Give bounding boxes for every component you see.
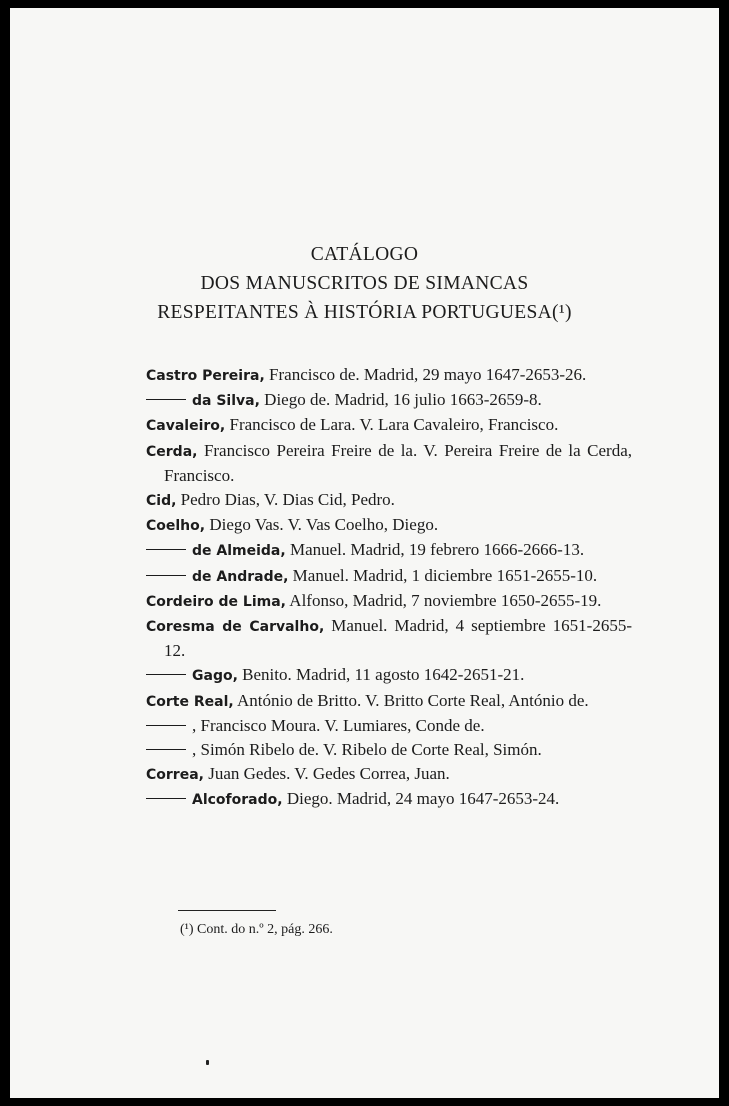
catalog-entry-list [146,363,632,813]
entry-text: , Francisco Moura. V. Lumiares, Conde de. [192,715,485,735]
catalog-entry [146,564,632,589]
ditto-dash [146,674,186,675]
entry-text: Diego. Madrid, 24 mayo 1647-2653-24. [282,789,560,809]
entry-text: Francisco Pereira Freire de la. V. Pereira Freire de la Cerda, Francisco. [164,440,632,485]
catalog-title [10,240,719,327]
entry-text: Benito. Madrid, 11 agosto 1642-2651-21. [237,665,525,685]
catalog-entry [146,513,632,538]
ink-speck [206,1060,209,1065]
entry-text: , Simón Ribelo de. V. Ribelo de Corte Real, Simón. [192,740,542,760]
catalog-entry [146,589,632,614]
entry-text: Francisco de Lara. V. Lara Cavaleiro, Francisco. [225,415,559,435]
entry-heading: Corte Real, [146,693,234,710]
catalog-entry [146,439,632,488]
entry-text: Diego de. Madrid, 16 julio 1663-2659-8. [259,390,542,410]
footnote-marker: (¹) [180,922,194,937]
catalog-entry [146,538,632,563]
entry-heading: da Silva, [192,393,260,410]
entry-text: Juan Gedes. V. Gedes Correa, Juan. [203,764,450,784]
entry-heading: Gago, [192,668,238,685]
document-page [10,8,719,1098]
catalog-entry [146,363,632,388]
catalog-entry [146,663,632,688]
entry-heading: Cavaleiro, [146,418,226,435]
ditto-dash [146,575,186,576]
title-line-2: DOS MANUSCRITOS DE SIMANCAS [200,273,529,294]
entry-heading: Castro Pereira, [146,368,265,384]
entry-text: António de Britto. V. Britto Corte Real, António de. [233,690,589,710]
footnote-rule [178,910,276,911]
ditto-dash [146,798,186,799]
title-line-3 [10,298,719,327]
title-line-1: CATÁLOGO [310,244,419,265]
title-note-marker: (¹) [552,302,572,323]
ditto-dash [146,725,186,726]
catalog-entry [146,488,632,513]
catalog-entry [146,762,632,787]
catalog-entry [146,738,632,762]
entry-text: Alfonso, Madrid, 7 noviembre 1650-2655-19. [285,590,602,610]
entry-text: Manuel. Madrid, 19 febrero 1666-2666-13. [285,540,585,560]
entry-text: Francisco de. Madrid, 29 mayo 1647-2653-26. [264,365,587,384]
entry-heading: Cordeiro de Lima, [146,593,286,610]
entry-heading: Correa, [146,767,204,784]
catalog-entry [146,388,632,413]
catalog-entry [146,413,632,438]
entry-heading: Coelho, [146,518,206,535]
entry-text: Manuel. Madrid, 4 septiembre 1651-2655-12. [164,616,632,661]
ditto-dash [146,399,186,400]
entry-text: Manuel. Madrid, 1 diciembre 1651-2655-10. [288,565,598,585]
entry-heading: Cid, [146,493,177,510]
ditto-dash [146,549,186,550]
catalog-entry [146,614,632,663]
entry-text: Diego Vas. V. Vas Coelho, Diego. [205,515,439,535]
catalog-entry [146,787,632,812]
entry-heading: de Almeida, [192,543,286,560]
entry-text: Pedro Dias, V. Dias Cid, Pedro. [176,490,395,510]
entry-heading: Cerda, [146,443,198,460]
title-line-3-text: RESPEITANTES À HISTÓRIA PORTUGUESA [157,302,553,323]
footnote [180,922,333,938]
entry-heading: de Andrade, [192,568,289,585]
ditto-dash [146,749,186,750]
footnote-text: Cont. do n.º 2, pág. 266. [193,922,333,937]
catalog-entry [146,714,632,738]
catalog-entry [146,689,632,714]
entry-heading: Alcoforado, [192,792,283,809]
entry-heading: Coresma de Carvalho, [146,619,325,636]
